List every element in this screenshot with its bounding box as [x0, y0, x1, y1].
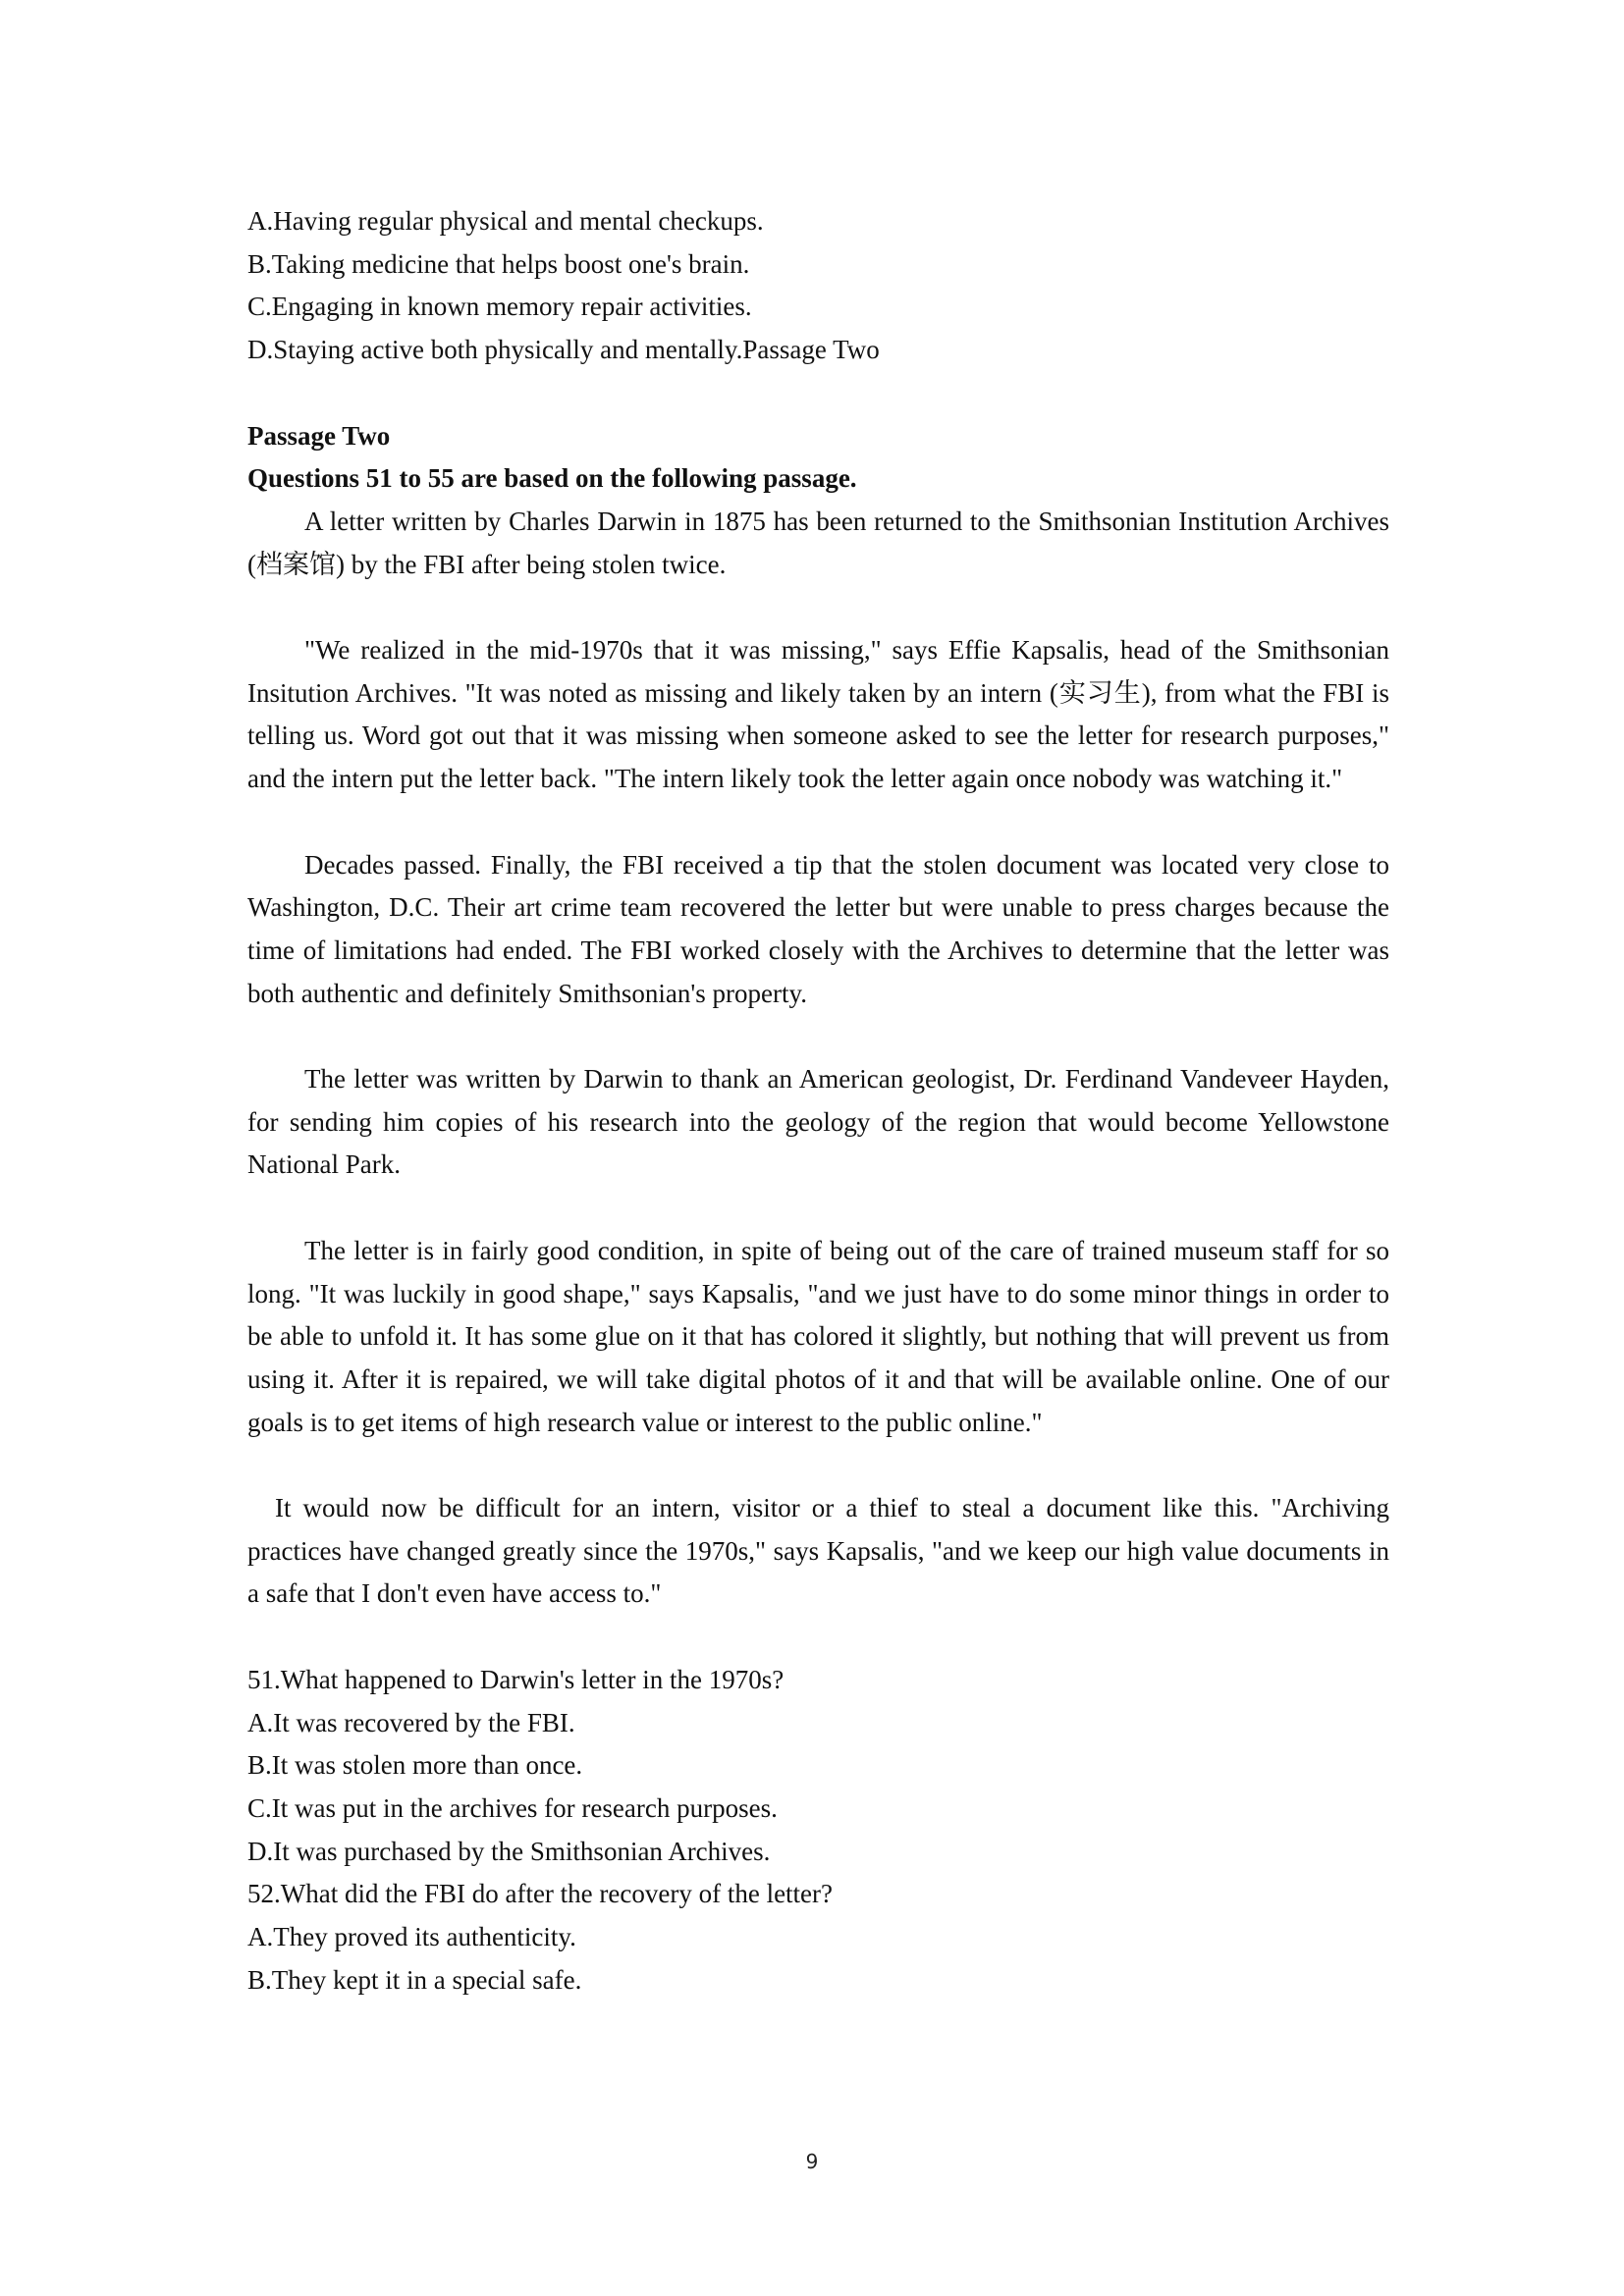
- passage-instruction: Questions 51 to 55 are based on the following passage.: [247, 463, 857, 494]
- question-52-option-b: B.They kept it in a special safe.: [247, 1964, 582, 1995]
- spacer: [247, 801, 1389, 844]
- option-d: D.Staying active both physically and mentally.Passage Two: [247, 335, 880, 365]
- question-51-option-a: A.It was recovered by the FBI.: [247, 1707, 575, 1737]
- spacer: [247, 1015, 1389, 1058]
- paragraph-3: Decades passed. Finally, the FBI received a tip that the stolen document was located very close to Washington, D.C. Their art crime team recovered the letter but were unable to press charges because the time of limitations had ended. The FBI worked closely with the Archives to determine that the letter was both authentic and definitely Smithsonian's property.: [247, 849, 1389, 1008]
- question-51-stem: 51.What happened to Darwin's letter in the 1970s?: [247, 1664, 785, 1694]
- spacer: [247, 1187, 1389, 1230]
- paragraph-2: "We realized in the mid-1970s that it was missing," says Effie Kapsalis, head of the Smithsonian Insitution Archives. "It was noted as missing and likely taken by an intern (实习生), from what the FBI is telling us. Word got out that it was missing when someone asked to see the letter for research purposes," and the intern put the letter back. "The intern likely took the letter again once nobody was watching it.": [247, 635, 1389, 794]
- option-a: A.Having regular physical and mental checkups.: [247, 206, 764, 236]
- spacer: [247, 1444, 1389, 1487]
- option-c: C.Engaging in known memory repair activities.: [247, 292, 752, 322]
- paragraph-6: It would now be difficult for an intern, visitor or a thief to steal a document like this. "Archiving practices have changed greatly since the 1970s," says Kapsalis, "and we keep our high value documents in a safe that I don't even have access to.": [247, 1493, 1389, 1609]
- document-page: [247, 200, 1389, 2002]
- question-51-option-c: C.It was put in the archives for research purposes.: [247, 1792, 778, 1823]
- passage-title: Passage Two: [247, 420, 391, 451]
- spacer: [247, 1616, 1389, 1659]
- paragraph-4: The letter was written by Darwin to thank an American geologist, Dr. Ferdinand Vandeveer Hayden, for sending him copies of his research into the geology of the region that would become Yellowstone National Park.: [247, 1064, 1389, 1180]
- page-number: 9: [805, 2150, 819, 2173]
- spacer: [247, 586, 1389, 629]
- question-51-option-b: B.It was stolen more than once.: [247, 1750, 583, 1781]
- spacer: [247, 372, 1389, 415]
- question-52-stem: 52.What did the FBI do after the recovery of the letter?: [247, 1879, 834, 1909]
- question-52-option-a: A.They proved its authenticity.: [247, 1922, 576, 1952]
- question-51-option-d: D.It was purchased by the Smithsonian Archives.: [247, 1836, 771, 1866]
- option-b: B.Taking medicine that helps boost one's brain.: [247, 248, 750, 279]
- paragraph-1: A letter written by Charles Darwin in 1875 has been returned to the Smithsonian Institution Archives (档案馆) by the FBI after being stolen twice.: [247, 506, 1389, 579]
- paragraph-5: The letter is in fairly good condition, in spite of being out of the care of trained museum staff for so long. "It was luckily in good shape," says Kapsalis, "and we just have to do some minor things in order to be able to unfold it. It has some glue on it that has colored it slightly, but nothing that will prevent us from using it. After it is repaired, we will take digital photos of it and that will be available online. One of our goals is to get items of high research value or interest to the public online.": [247, 1235, 1389, 1437]
